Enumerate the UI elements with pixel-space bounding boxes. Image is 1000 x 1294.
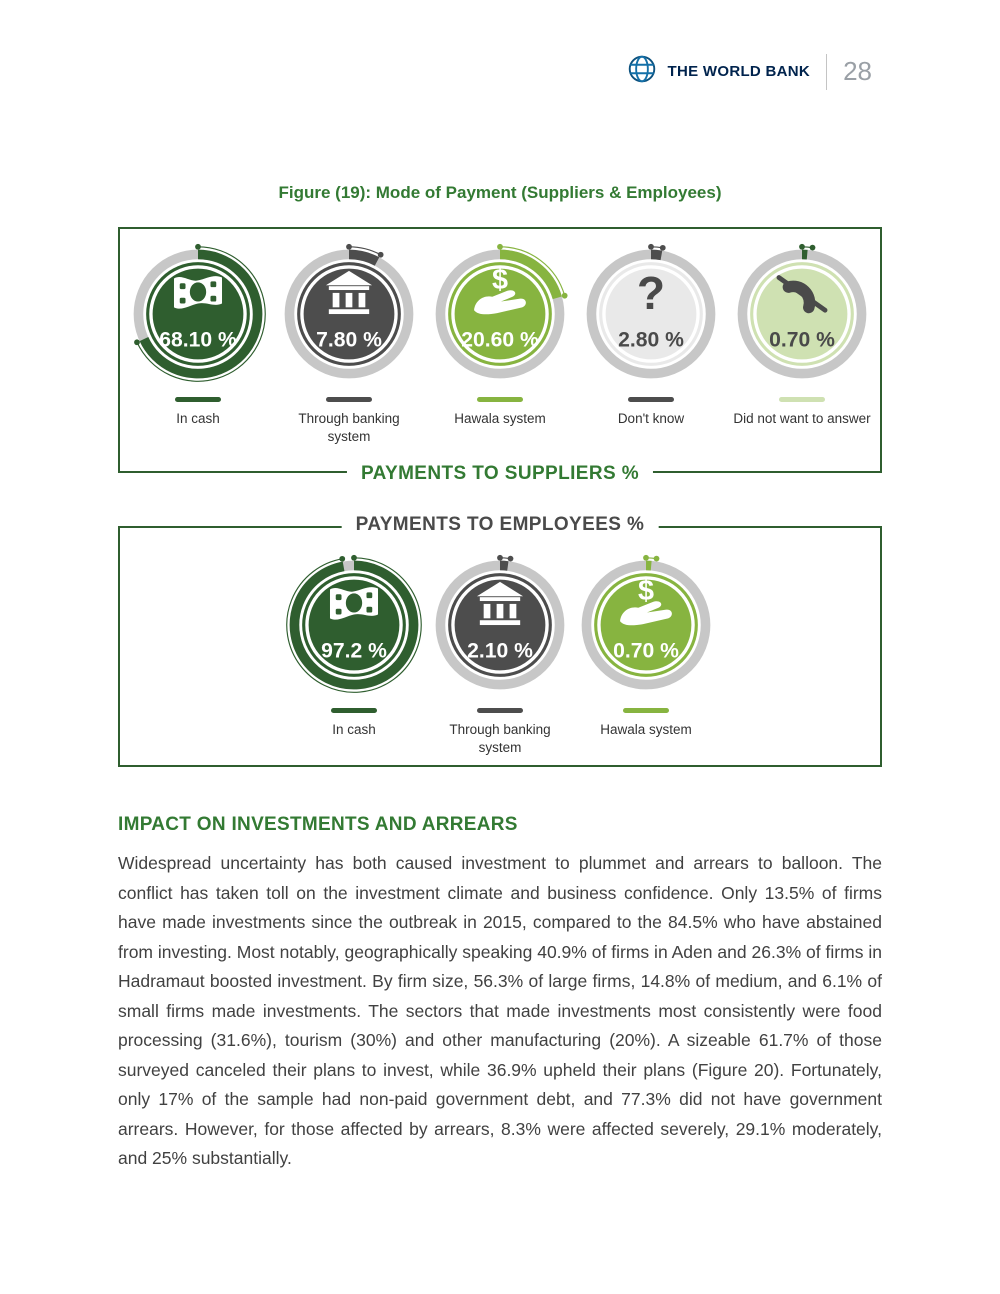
gauge-category-label: In cash bbox=[332, 722, 376, 737]
world-bank-globe-icon bbox=[625, 52, 659, 91]
gauge-svg bbox=[281, 550, 427, 702]
gauge-arc-start-dot bbox=[497, 555, 503, 561]
suppliers-caption: PAYMENTS TO SUPPLIERS % bbox=[347, 463, 653, 485]
gauge-svg bbox=[427, 239, 573, 391]
gauge-arc-end-dot bbox=[810, 245, 816, 251]
suppliers-gauge bbox=[427, 239, 573, 428]
gauge-svg bbox=[276, 239, 422, 391]
gauge-category-label: In cash bbox=[176, 411, 220, 426]
suppliers-chart-box bbox=[118, 227, 882, 484]
gauge-value-label: 68.10 % bbox=[159, 328, 237, 352]
svg-text:$: $ bbox=[491, 264, 509, 297]
gauge-arc-end-dot bbox=[508, 556, 514, 562]
gauge-arc-end-dot bbox=[134, 339, 140, 345]
page-number: 28 bbox=[843, 56, 872, 86]
gauge-value-label: 7.80 % bbox=[316, 328, 382, 352]
gauge-arc-start-dot bbox=[643, 555, 649, 561]
gauge-category-label: Did not want to answer bbox=[733, 411, 871, 426]
gauge-arc-end-dot bbox=[660, 245, 666, 251]
gauge-category-label: Through banking system bbox=[298, 411, 400, 444]
question-icon: ? bbox=[636, 267, 666, 320]
suppliers-gauge bbox=[578, 239, 724, 428]
gauge-ring-value-arc bbox=[500, 565, 508, 566]
gauge-svg bbox=[578, 239, 724, 391]
gauge-arc-start-dot bbox=[648, 244, 654, 250]
svg-text:$: $ bbox=[637, 575, 655, 608]
gauge-svg bbox=[427, 550, 573, 702]
gauge-svg bbox=[729, 239, 875, 391]
employees-gauge bbox=[427, 550, 573, 756]
gauge-underline-bar bbox=[628, 397, 674, 402]
gauge-underline-bar bbox=[477, 708, 523, 713]
gauge-svg bbox=[125, 239, 271, 391]
gauge-value-label: 0.70 % bbox=[613, 639, 679, 663]
gauge-arc-start-dot bbox=[351, 555, 357, 561]
suppliers-gauge bbox=[125, 239, 271, 428]
gauge-ring-value-arc bbox=[349, 254, 377, 261]
gauge-underline-bar bbox=[477, 397, 523, 402]
world-bank-brand bbox=[625, 52, 811, 91]
employees-gauge bbox=[281, 550, 427, 739]
gauge-arc-start-dot bbox=[195, 244, 201, 250]
section-body-paragraph: Widespread uncertainty has both caused investment to plummet and arrears to balloon. The conflict has taken toll on the investment climate and business confidence. Only 13.5% of firms have made investments since the outbreak in 2015, compared to the 84.5% who have abstained from investing. Most notably, geographically speaking 40.9% of firms in Aden and 26.3% of firms in Hadramaut boosted investment. By firm size, 56.3% of large firms, 14.8% of medium, and 6.1% of small firms made investments. The sectors that made investments most consistently were food processing (31.6%), tourism (30%) and other manufacturing (20%). A sizeable 61.7% of those surveyed canceled their plans to invest, while 36.9% upheld their plans (Figure 20). Fortunately, only 17% of the sample had non-paid government debt, and 77.3% did not have government arrears. However, for those affected by arrears, 8.3% were affected severely, 29.1% moderately, and 25% substantially. bbox=[118, 853, 882, 1168]
suppliers-gauge bbox=[276, 239, 422, 445]
gauge-arc-end-dot bbox=[654, 556, 660, 562]
gauge-underline-bar bbox=[331, 708, 377, 713]
gauge-svg bbox=[573, 550, 719, 702]
gauge-category-label: Hawala system bbox=[600, 722, 692, 737]
gauge-value-label: 20.60 % bbox=[461, 328, 539, 352]
gauge-category-label: Hawala system bbox=[454, 411, 546, 426]
gauge-category-label: Through banking system bbox=[449, 722, 551, 755]
gauge-arc-start-dot bbox=[799, 244, 805, 250]
header-divider bbox=[826, 54, 827, 90]
gauge-arc-start-dot bbox=[497, 244, 503, 250]
figure-content bbox=[118, 227, 882, 1174]
employees-gauge bbox=[573, 550, 719, 739]
gauge-underline-bar bbox=[175, 397, 221, 402]
employees-caption: PAYMENTS TO EMPLOYEES % bbox=[342, 514, 659, 536]
gauge-arc-start-dot bbox=[346, 244, 352, 250]
figure-title: Figure (19): Mode of Payment (Suppliers & Employees) bbox=[278, 183, 722, 202]
gauge-arc-end-dot bbox=[378, 252, 384, 258]
gauge-value-label: 97.2 % bbox=[321, 639, 387, 663]
suppliers-gauge bbox=[729, 239, 875, 428]
page-header bbox=[0, 0, 1000, 91]
section-heading: IMPACT ON INVESTMENTS AND ARREARS bbox=[118, 814, 518, 835]
gauge-value-label: 0.70 % bbox=[769, 328, 835, 352]
gauge-arc-end-dot bbox=[339, 556, 345, 562]
gauge-value-label: 2.10 % bbox=[467, 639, 533, 663]
brand-text: THE WORLD BANK bbox=[667, 63, 811, 80]
gauge-underline-bar bbox=[779, 397, 825, 402]
gauge-category-label: Don't know bbox=[617, 411, 685, 426]
gauge-value-label: 2.80 % bbox=[618, 328, 684, 352]
gauge-underline-bar bbox=[326, 397, 372, 402]
employees-chart-box bbox=[118, 514, 882, 767]
gauge-ring-value-arc bbox=[651, 254, 661, 255]
gauge-arc-end-dot bbox=[562, 293, 568, 299]
gauge-underline-bar bbox=[623, 708, 669, 713]
